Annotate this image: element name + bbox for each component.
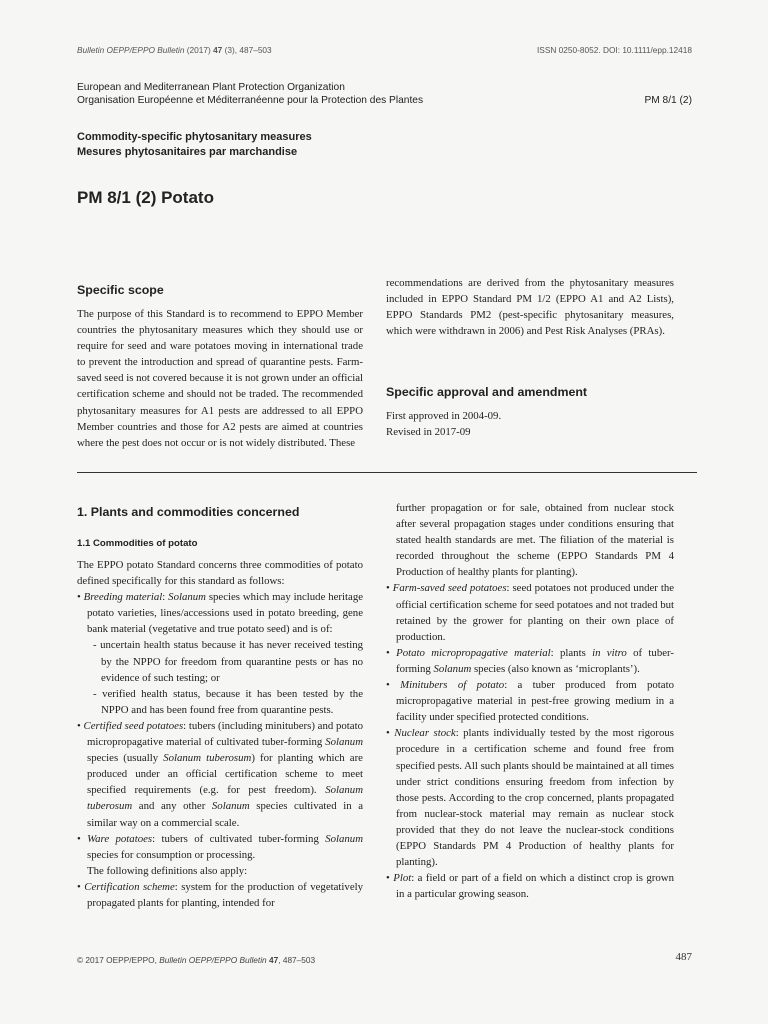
list-item-farm-saved: • Farm-saved seed potatoes: seed potatoes not produced under the official certification scheme for seed potatoes and not traded but retained by the grower for planting on their own place of production.	[386, 582, 675, 643]
list-item-certification-scheme: • Certification scheme: system for the production of vegetatively propagated plants for planting, intended for	[77, 880, 364, 909]
sub-item-verified: - verified health status, because it has been tested by the NPPO and has been found free from quarantine pests.	[93, 687, 364, 716]
scope-paragraph: The purpose of this Standard is to recommend to EPPO Member countries the phytosanitary measures which they should use or require for seed and ware potatoes moving in international trade to prevent the introduction and spread of quarantine pests. Farm-saved seed is not covered because it is not grown under an official certification scheme and should not be traded. The recommended phytosanitary measures for A1 pests are addressed to all EPPO Member countries and those for A2 pests are aimed at countries where the pest does not occur or is not widely distributed. These	[77, 308, 363, 449]
journal-pages: (3), 487–503	[224, 45, 272, 55]
section-1-intro: The EPPO potato Standard concerns three commodities of potato defined specifically for this standard as follows:	[77, 559, 363, 588]
journal-name: Bulletin OEPP/EPPO Bulletin	[77, 45, 185, 55]
footer-copyright: © 2017 OEPP/EPPO, Bulletin OEPP/EPPO Bulletin 47, 487–503	[77, 955, 316, 965]
scope-heading: Specific scope	[77, 283, 164, 297]
section-divider	[77, 472, 697, 473]
page-number: 487	[675, 951, 692, 963]
list-item-micropropagative: • Potato micropropagative material: plants in vitro of tuber-forming Solanum species (also known as ‘microplants’).	[386, 646, 674, 675]
scope-column-left	[77, 306, 363, 451]
standard-code: PM 8/1 (2)	[644, 95, 692, 106]
category-fr: Mesures phytosanitaires par marchandise	[77, 146, 298, 158]
running-header-citation	[77, 45, 272, 55]
journal-year: (2017)	[186, 45, 211, 55]
certification-scheme-continued: further propagation or for sale, obtained from nuclear stock after several propagation stages under conditions ensuring that stated health standards are met. The filiation of the material is recorded throughout the scheme (EPPO Standards PM 4 Production of healthy plants for planting).	[396, 502, 674, 579]
issn-doi: ISSN 0250-8052. DOI: 10.1111/epp.12418	[537, 45, 692, 55]
section-1-heading: 1. Plants and commodities concerned	[77, 505, 300, 519]
list-item-nuclear-stock: • Nuclear stock: plants individually tested by the most rigorous procedure in a certification scheme and found free from specified pests. All such plants should be maintained at all times under strict conditions ensuring freedom from infection by those pests. According to the crop concerned, plants propagated from nuclear-stock material may remain as nuclear stock provided that they do not leave the nuclear-stock conditions (EPPO Standards PM 4 Production of healthy plants for planting).	[386, 727, 675, 869]
list-item-plot: • Plot: a field or part of a field on which a distinct crop is grown in a particular growing season.	[386, 872, 674, 901]
organization-name-en: European and Mediterranean Plant Protection Organization	[77, 82, 345, 93]
list-item-ware-potatoes: • Ware potatoes: tubers of cultivated tuber-forming Solanum species for consumption or processing.	[77, 832, 364, 861]
scope-paragraph-continued: recommendations are derived from the phytosanitary measures included in EPPO Standard PM 1/2 (EPPO A1 and A2 Lists), EPPO Standards PM2 (pest-specific phytosanitary measures, which were withdrawn in 2006) and Pest Risk Analyses (PRAs).	[386, 277, 674, 338]
section-1-column-left	[77, 557, 363, 911]
approval-heading: Specific approval and amendment	[386, 385, 588, 399]
category-en: Commodity-specific phytosanitary measures	[77, 131, 312, 143]
list-item-certified-seed: • Certified seed potatoes: tubers (including minitubers) and potato micropropagative material of cultivated tuber-forming Solanum species (usually Solanum tuberosum) for planting which are produced under an official certification scheme to meet specified requirements (e.g. for pest freedom). Solanum tuberosum and any other Solanum species cultivated in a similar way on a commercial scale.	[77, 719, 363, 829]
sub-item-uncertain: - uncertain health status because it has never received testing by the NPPO for freedom from quarantine pests or has no evidence of such testing; or	[93, 639, 364, 684]
journal-volume: 47	[213, 45, 223, 55]
category-block	[77, 130, 312, 160]
organization-block	[77, 81, 697, 107]
section-1-column-right	[386, 500, 674, 902]
document-title: PM 8/1 (2) Potato	[77, 188, 214, 207]
section-1-1-heading: 1.1 Commodities of potato	[77, 538, 198, 549]
definitions-intro: The following definitions also apply:	[87, 864, 248, 877]
organization-name-fr: Organisation Européenne et Méditerranéenne pour la Protection des Plantes	[77, 95, 424, 106]
approval-first: First approved in 2004-09.	[386, 410, 502, 422]
list-item-breeding-material: • Breeding material: Solanum species which may include heritage potato varieties, lines/accessions used in potato breeding, gene bank material (vegetative and true potato seed) and is of:	[77, 591, 364, 636]
approval-revised: Revised in 2017-09	[386, 426, 471, 439]
approval-block	[386, 408, 501, 440]
list-item-minitubers: • Minitubers of potato: a tuber produced from potato micropropagative material in pest-free growing medium in a facility under specified protected conditions.	[386, 679, 674, 724]
scope-column-right	[386, 275, 674, 339]
